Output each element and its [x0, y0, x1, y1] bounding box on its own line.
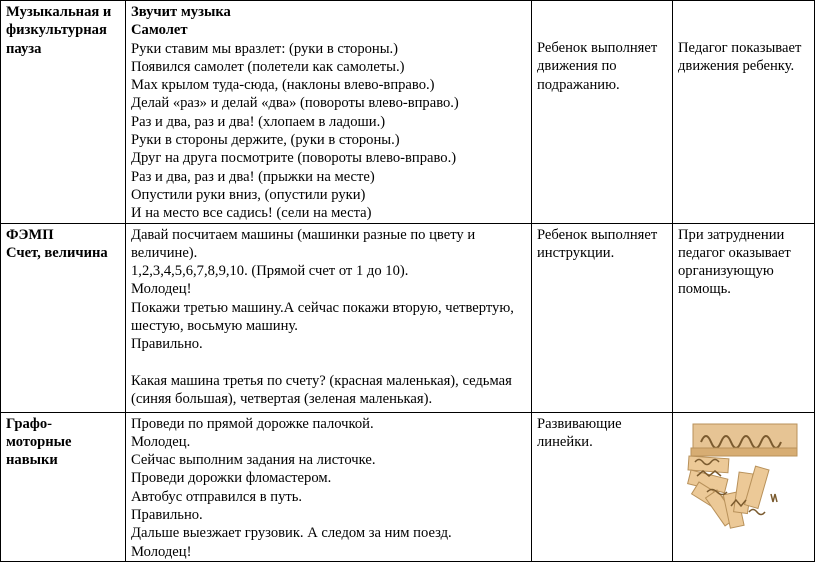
- activity-line: Молодец!: [131, 281, 192, 298]
- section-cell: [1, 223, 126, 412]
- table-row: [1, 412, 815, 561]
- activity-line: Правильно.: [131, 336, 203, 353]
- table-row: [1, 223, 815, 412]
- section-cell: [1, 412, 126, 561]
- child-text: Ребенок выполняет движения по подражанию.: [537, 40, 658, 93]
- activity-line: Проведи по прямой дорожке палочкой.: [131, 415, 374, 432]
- activity-cell: [126, 412, 532, 561]
- activity-line: Мах крылом туда-сюда, (наклоны влево-вправо.): [131, 77, 435, 94]
- activity-cell: [126, 223, 532, 412]
- teacher-text: При затруднении педагог оказывает организующую помощь.: [678, 226, 791, 298]
- activity-heading: Звучит музыка: [131, 4, 231, 20]
- activity-line: Правильно.: [131, 507, 203, 524]
- activity-line: Друг на друга посмотрите (повороты влево-вправо.): [131, 150, 457, 167]
- activity-line: Сейчас выполним задания на листочке.: [131, 452, 376, 469]
- section-cell: [1, 1, 126, 224]
- activity-line: величине).: [131, 244, 198, 261]
- activity-line: Дальше выезжает грузовик. А следом за ним поезд.: [131, 525, 452, 542]
- teacher-cell: [673, 412, 815, 561]
- activity-line: И на место все садись! (сели на места): [131, 205, 372, 222]
- activity-line: Появился самолет (полетели как самолеты.): [131, 58, 405, 75]
- activity-line: Раз и два, раз и два! (хлопаем в ладоши.): [131, 113, 386, 130]
- activity-line: Какая машина третья по счету? (красная маленькая), седьмая: [131, 372, 512, 389]
- blank-line: [131, 354, 526, 372]
- section-label: ФЭМП: [6, 226, 54, 243]
- child-cell: [532, 223, 673, 412]
- section-label: моторные: [6, 433, 72, 450]
- activity-line: Делай «раз» и делай «два» (повороты влево-вправо.): [131, 95, 459, 112]
- activity-line: Руки ставим мы вразлет: (руки в стороны.): [131, 40, 399, 57]
- teacher-cell: [673, 1, 815, 224]
- activity-line: Давай посчитаем машины (машинки разные по цвету и: [131, 226, 476, 243]
- child-cell: [532, 412, 673, 561]
- activity-line: Проведи дорожки фломастером.: [131, 470, 332, 487]
- child-cell: [532, 1, 673, 224]
- table-row: [1, 1, 815, 224]
- teacher-text: Педагог показывает движения ребенку.: [678, 40, 802, 75]
- child-text: Развивающие линейки.: [537, 415, 622, 450]
- activity-line: Автобус отправился в путь.: [131, 488, 303, 505]
- section-label: Музыкальная и: [6, 4, 112, 20]
- activity-line: Молодец.: [131, 433, 191, 450]
- activity-line: Руки в стороны держите, (руки в стороны.): [131, 132, 400, 149]
- activity-cell: [126, 1, 532, 224]
- activity-line: Раз и два, раз и два! (прыжки на месте): [131, 168, 375, 185]
- activity-line: Молодец!: [131, 543, 192, 560]
- section-label: Графо-: [6, 415, 53, 432]
- section-label: физкультурная: [6, 22, 107, 39]
- child-text: Ребенок выполняет инструкции.: [537, 226, 658, 261]
- activity-line: шестую, восьмую машину.: [131, 318, 298, 335]
- wooden-rulers-image: [679, 412, 799, 542]
- section-label: навыки: [6, 452, 58, 469]
- activity-line: Опустили руки вниз, (опустили руки): [131, 186, 366, 203]
- teacher-cell: [673, 223, 815, 412]
- section-label: пауза: [6, 40, 42, 57]
- activity-heading: Самолет: [131, 22, 188, 39]
- activity-line: 1,2,3,4,5,6,7,8,9,10. (Прямой счет от 1 до 10).: [131, 263, 409, 280]
- activity-line: (синяя большая), четвертая (зеленая маленькая).: [131, 391, 433, 408]
- activity-line: Покажи третью машину.А сейчас покажи вторую, четвертую,: [131, 299, 514, 316]
- section-label: Счет, величина: [6, 244, 108, 261]
